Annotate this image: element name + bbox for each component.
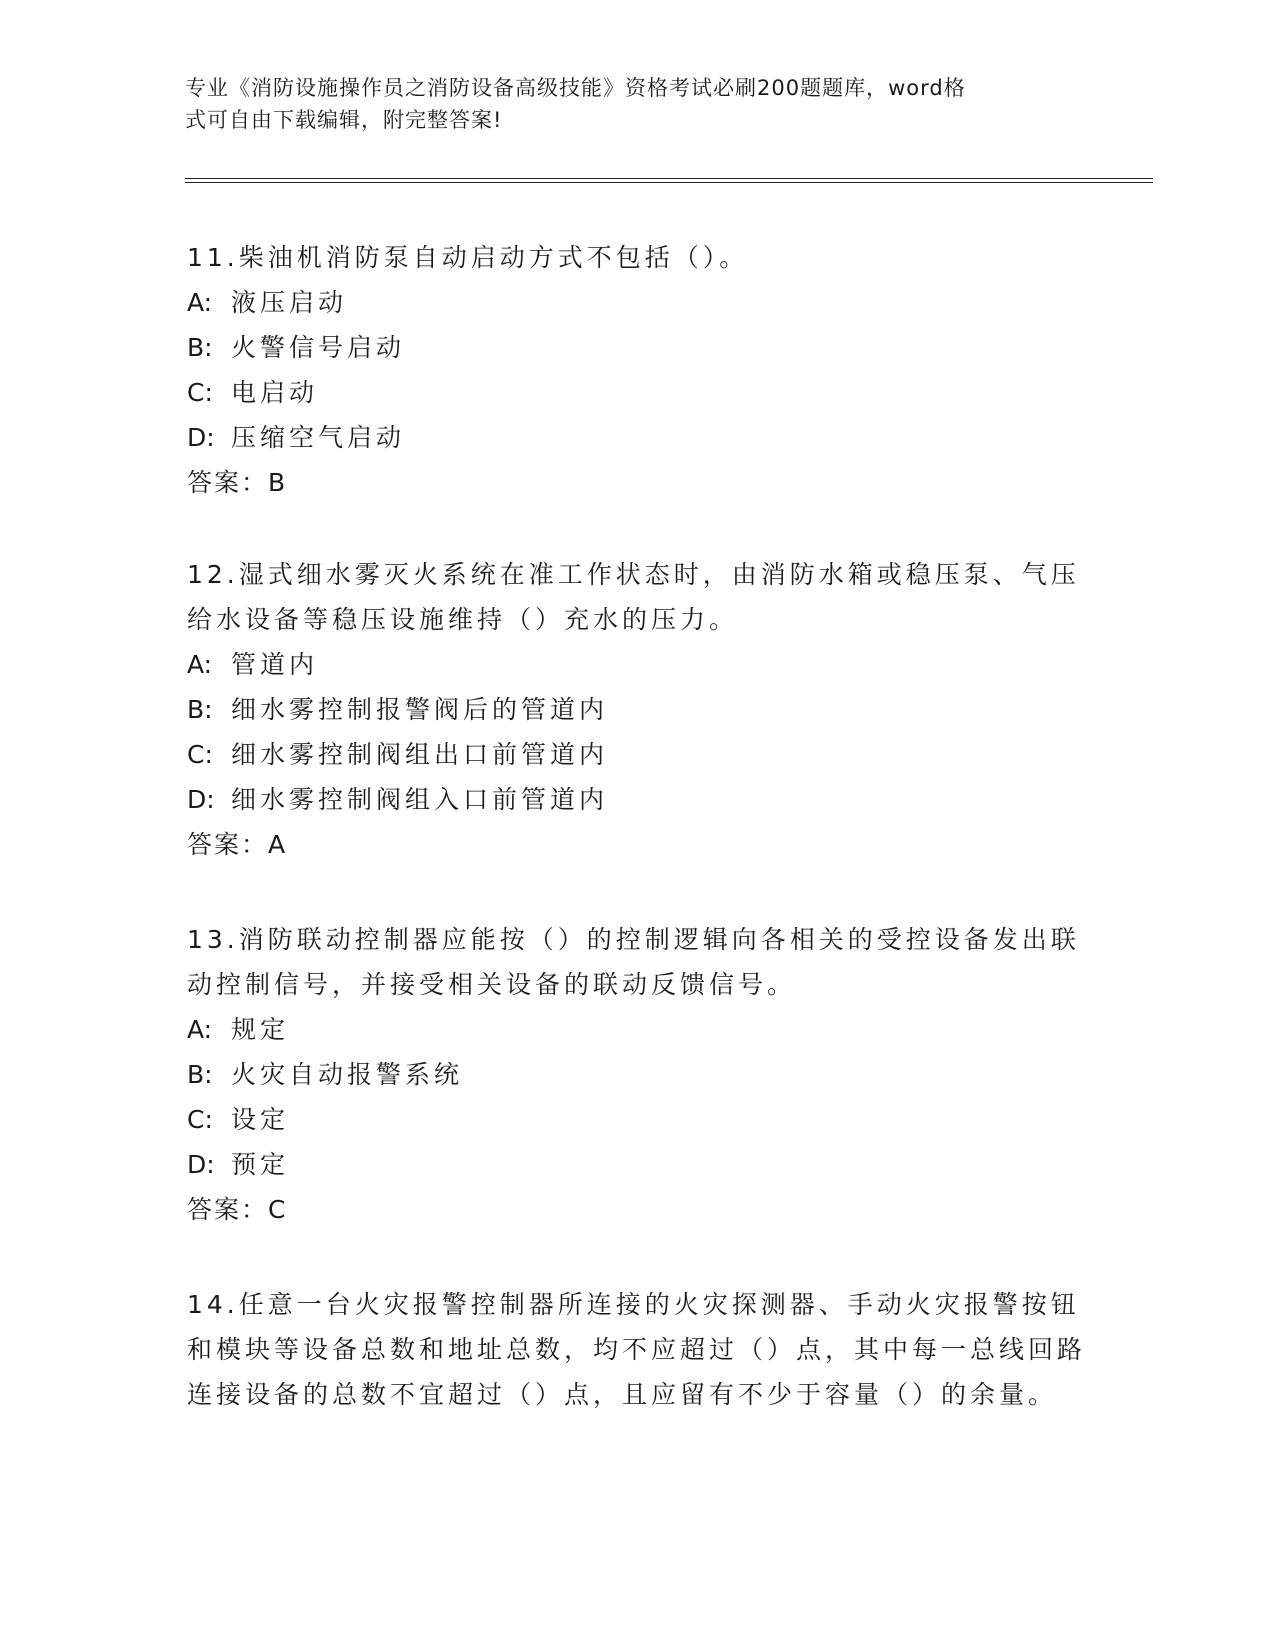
answer-value: A <box>268 830 287 859</box>
option-key: B: <box>187 1060 213 1089</box>
question-stem: 14.任意一台火灾报警控制器所连接的火灾探测器、手动火灾报警按钮和模块等设备总数和地址总数，均不应超过（）点，其中每一总线回路连接设备的总数不宜超过（）点，且应留有不少于容量（）的余量。 <box>187 1290 1087 1409</box>
option-c <box>187 1097 1087 1142</box>
option-a <box>187 280 1087 325</box>
option-key: D: <box>187 785 215 814</box>
question-12 <box>187 552 1087 867</box>
question-stem: 13.消防联动控制器应能按（）的控制逻辑向各相关的受控设备发出联动控制信号，并接受相关设备的联动反馈信号。 <box>187 925 1080 999</box>
option-text: 设定 <box>231 1105 290 1134</box>
option-text: 电启动 <box>231 378 319 407</box>
question-14 <box>187 1282 1087 1417</box>
option-text: 规定 <box>231 1015 290 1044</box>
option-b <box>187 687 1087 732</box>
option-a <box>187 642 1087 687</box>
answer-line <box>187 460 1087 505</box>
option-key: C: <box>187 1105 213 1134</box>
option-key: A: <box>187 650 213 679</box>
option-d <box>187 1142 1087 1187</box>
answer-label: 答案： <box>187 830 269 859</box>
option-b <box>187 1052 1087 1097</box>
question-11 <box>187 235 1087 505</box>
option-text: 细水雾控制报警阀后的管道内 <box>231 695 609 724</box>
document-header <box>185 72 1065 136</box>
question-stem: 12.湿式细水雾灭火系统在准工作状态时，由消防水箱或稳压泵、气压给水设备等稳压设施维持（）充水的压力。 <box>187 560 1080 634</box>
option-d <box>187 777 1087 822</box>
question-stem: 11.柴油机消防泵自动启动方式不包括（）。 <box>187 243 749 272</box>
option-text: 细水雾控制阀组出口前管道内 <box>231 740 609 769</box>
answer-value: C <box>268 1195 287 1224</box>
option-key: A: <box>187 288 213 317</box>
option-key: B: <box>187 333 213 362</box>
option-key: A: <box>187 1015 213 1044</box>
option-key: C: <box>187 740 213 769</box>
option-key: C: <box>187 378 213 407</box>
option-text: 液压启动 <box>231 288 348 317</box>
answer-value: B <box>268 468 287 497</box>
option-text: 预定 <box>231 1150 290 1179</box>
header-divider-bottom <box>185 182 1153 183</box>
option-text: 细水雾控制阀组入口前管道内 <box>231 785 609 814</box>
answer-label: 答案： <box>187 1195 269 1224</box>
option-text: 管道内 <box>231 650 319 679</box>
option-c <box>187 370 1087 415</box>
option-text: 压缩空气启动 <box>231 423 406 452</box>
header-line-1: 专业《消防设施操作员之消防设备高级技能》资格考试必刷200题题库，word格 <box>185 76 966 100</box>
header-divider-top <box>185 178 1153 179</box>
option-text: 火警信号启动 <box>231 333 406 362</box>
option-b <box>187 325 1087 370</box>
answer-label: 答案： <box>187 468 269 497</box>
option-d <box>187 415 1087 460</box>
option-c <box>187 732 1087 777</box>
option-key: D: <box>187 1150 215 1179</box>
question-13 <box>187 917 1087 1232</box>
header-line-2: 式可自由下载编辑，附完整答案! <box>185 108 503 132</box>
option-key: B: <box>187 695 213 724</box>
option-a <box>187 1007 1087 1052</box>
answer-line <box>187 822 1087 867</box>
answer-line <box>187 1187 1087 1232</box>
option-key: D: <box>187 423 215 452</box>
option-text: 火灾自动报警系统 <box>231 1060 464 1089</box>
